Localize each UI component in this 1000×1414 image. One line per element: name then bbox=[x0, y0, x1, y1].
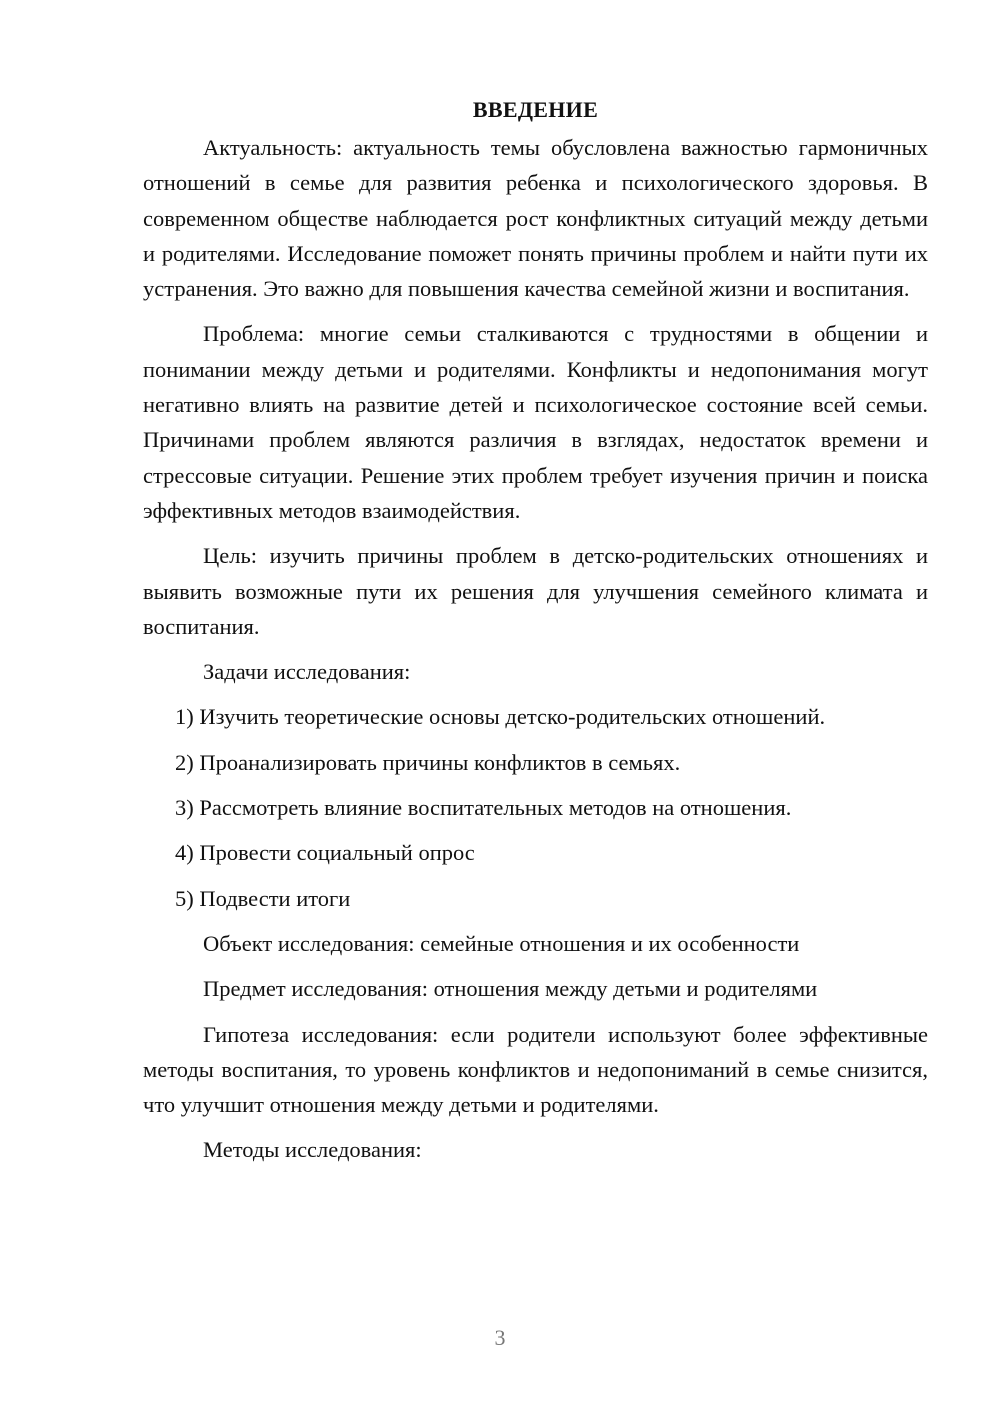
page-title: ВВЕДЕНИЕ bbox=[472, 97, 599, 122]
list-item: 5) Подвести итоги bbox=[175, 885, 351, 911]
document-page bbox=[143, 92, 928, 1178]
list-item: 4) Провести социальный опрос bbox=[175, 840, 475, 866]
subject-paragraph: Предмет исследования: отношения между детьми и родителями bbox=[203, 976, 818, 1002]
methods-heading: Методы исследования: bbox=[203, 1137, 422, 1163]
object-paragraph: Объект исследования: семейные отношения и их особенности bbox=[203, 930, 800, 956]
tasks-heading: Задачи исследования: bbox=[203, 659, 411, 685]
hypothesis-paragraph: Гипотеза исследования: если родители используют более эффективные методы воспитания, то уровень конфликтов и недопониманий в семье снизится, что улучшит отношения между детьми и родителями. bbox=[143, 1021, 928, 1118]
list-item: 1) Изучить теоретические основы детско-родительских отношений. bbox=[175, 704, 826, 730]
problem-paragraph: Проблема: многие семьи сталкиваются с трудностями в общении и понимании между детьми и родителями. Конфликты и недопонимания могут негативно влиять на развитие детей и психологическое состояние всей семьи. Причинами проблем являются различия в взглядах, недостаток времени и стрессовые ситуации. Решение этих проблем требует изучения причин и поиска эффективных методов взаимодействия. bbox=[143, 321, 928, 523]
relevance-paragraph: Актуальность: актуальность темы обусловлена важностью гармоничных отношений в семье для развития ребенка и психологического здоровья. В современном обществе наблюдается рост конфликтных ситуаций между детьми и родителями. Исследование поможет понять причины проблем и найти пути их устранения. Это важно для повышения качества семейной жизни и воспитания. bbox=[143, 135, 928, 302]
list-item: 3) Рассмотреть влияние воспитательных методов на отношения. bbox=[175, 795, 792, 821]
page-number: 3 bbox=[494, 1325, 506, 1350]
goal-paragraph: Цель: изучить причины проблем в детско-родительских отношениях и выявить возможные пути их решения для улучшения семейного климата и воспитания. bbox=[143, 543, 928, 639]
list-item: 2) Проанализировать причины конфликтов в семьях. bbox=[175, 749, 681, 775]
tasks-list bbox=[143, 699, 928, 915]
